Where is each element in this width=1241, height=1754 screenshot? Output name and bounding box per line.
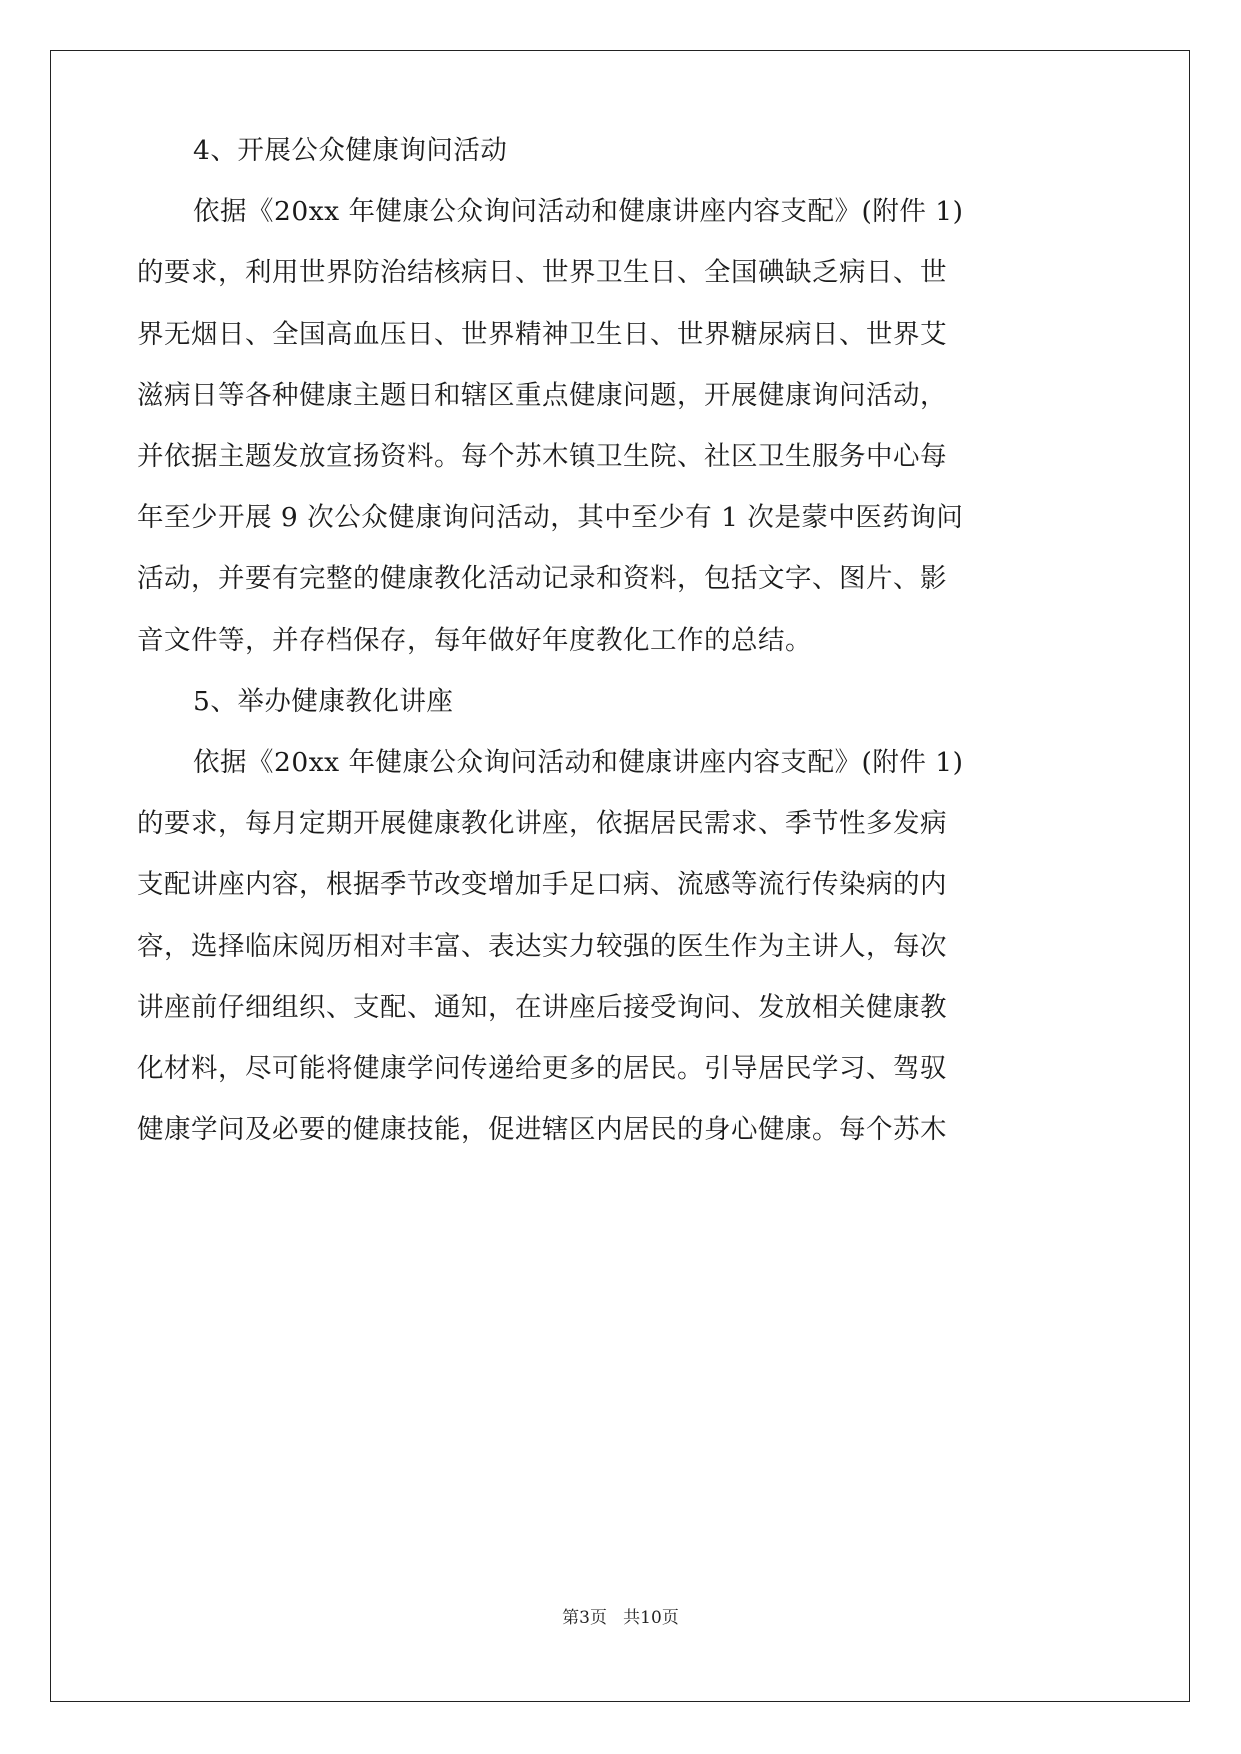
page-footer: 第3页 共10页 [562, 1608, 679, 1628]
paragraph-line: 的要求，每月定期开展健康教化讲座，依据居民需求、季节性多发病 [137, 808, 947, 840]
paragraph-line: 界无烟日、全国高血压日、世界精神卫生日、世界糖尿病日、世界艾 [137, 318, 947, 350]
paragraph-line: 活动，并要有完整的健康教化活动记录和资料，包括文字、图片、影 [137, 563, 947, 595]
paragraph-line: 滋病日等各种健康主题日和辖区重点健康问题，开展健康询问活动， [137, 379, 947, 411]
paragraph-line: 的要求，利用世界防治结核病日、世界卫生日、全国碘缺乏病日、世 [137, 257, 947, 289]
paragraph-line: 依据《20xx 年健康公众询问活动和健康讲座内容支配》(附件 1) [193, 747, 964, 778]
section-4-heading: 4、开展公众健康询问活动 [193, 135, 508, 166]
section-5-heading: 5、举办健康教化讲座 [193, 685, 454, 717]
paragraph-line: 容，选择临床阅历相对丰富、表达实力较强的医生作为主讲人，每次 [137, 930, 947, 962]
paragraph-line: 支配讲座内容，根据季节改变增加手足口病、流感等流行传染病的内 [137, 869, 947, 901]
paragraph-line: 年至少开展 9 次公众健康询问活动，其中至少有 1 次是蒙中医药询问 [137, 502, 964, 534]
paragraph-line: 健康学问及必要的健康技能，促进辖区内居民的身心健康。每个苏木 [137, 1114, 947, 1146]
paragraph-line: 化材料，尽可能将健康学问传递给更多的居民。引导居民学习、驾驭 [137, 1053, 947, 1084]
paragraph-line: 音文件等，并存档保存，每年做好年度教化工作的总结。 [137, 624, 812, 656]
paragraph-line: 依据《20xx 年健康公众询问活动和健康讲座内容支配》(附件 1) [193, 196, 964, 228]
paragraph-line: 讲座前仔细组织、支配、通知，在讲座后接受询问、发放相关健康教 [137, 991, 947, 1023]
paragraph-line: 并依据主题发放宣扬资料。每个苏木镇卫生院、社区卫生服务中心每 [137, 441, 947, 472]
